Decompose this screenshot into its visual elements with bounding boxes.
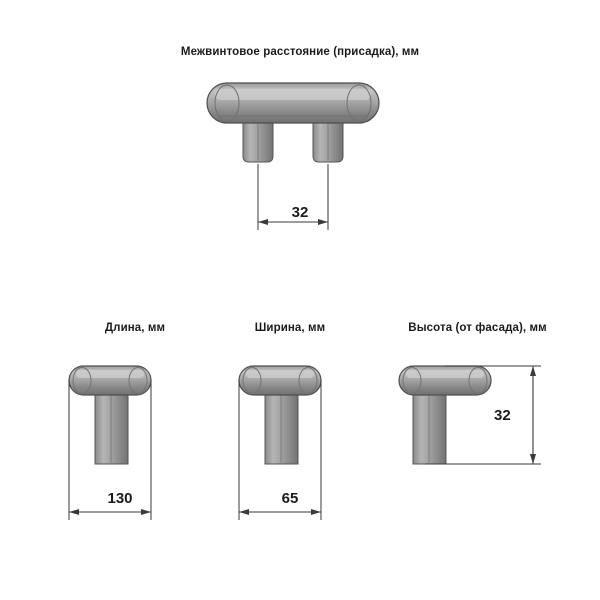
handle-front-single-post-svg <box>55 358 185 558</box>
handle-bar <box>207 83 379 123</box>
handle-post <box>413 386 446 464</box>
dimension-line-length <box>69 509 151 515</box>
dimension-label-height: 32 <box>494 407 511 424</box>
handle-bar <box>239 366 321 395</box>
figure-caption-screw-distance: Межвинтовое расстояние (присадка), мм <box>180 46 420 58</box>
handle-post <box>265 386 298 464</box>
dimension-label-screw-distance: 32 <box>291 204 309 221</box>
figure-screw-distance <box>195 78 405 248</box>
handle-post <box>95 386 128 464</box>
dimension-label-width: 65 <box>281 490 299 507</box>
handle-bar <box>399 366 491 395</box>
figure-caption-length: Длина, мм <box>104 322 166 334</box>
figure-width <box>225 358 355 558</box>
figure-length <box>55 358 185 558</box>
figure-height <box>395 358 565 488</box>
handle-bar <box>69 366 151 395</box>
handle-front-single-post-svg-2 <box>225 358 355 558</box>
handle-side-single-post-svg <box>395 358 565 488</box>
handle-front-two-posts-svg <box>195 78 405 248</box>
figure-caption-width: Ширина, мм <box>254 322 326 334</box>
dimension-line-width <box>239 509 321 515</box>
figure-caption-height: Высота (от фасада), мм <box>408 322 547 334</box>
dimension-label-length: 130 <box>107 490 133 507</box>
